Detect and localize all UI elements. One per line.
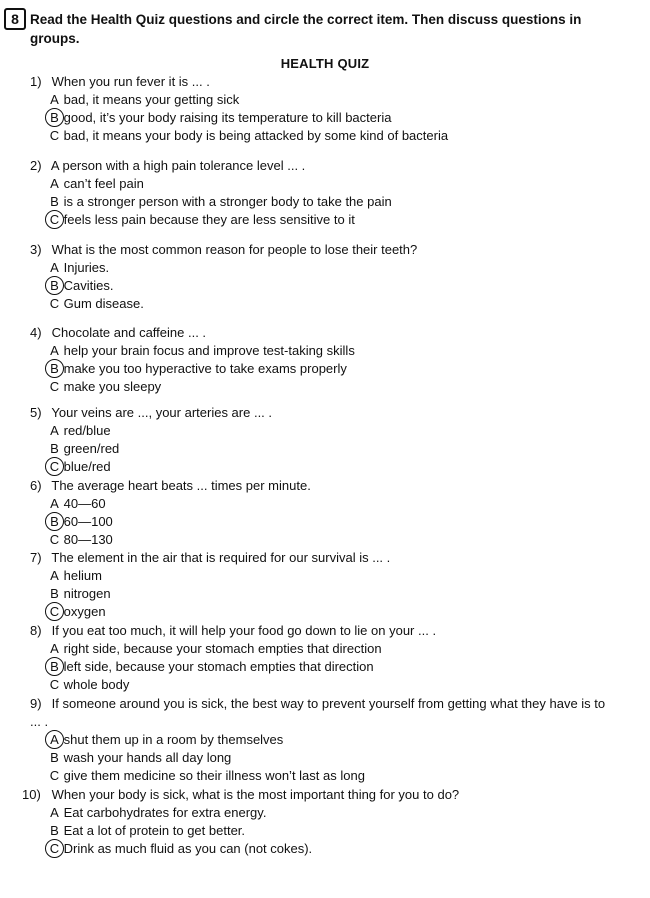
option-text: nitrogen — [63, 586, 111, 601]
option-text: 60—100 — [63, 514, 113, 529]
option-letter: C — [49, 459, 60, 474]
option-text: 40—60 — [63, 496, 106, 511]
option-letter: B — [50, 110, 59, 125]
option-a[interactable] — [49, 259, 619, 277]
option-text: oxygen — [63, 604, 106, 619]
option-text: 80—130 — [63, 532, 113, 547]
option-text: Gum disease. — [63, 296, 144, 311]
option-letter: A — [50, 641, 59, 656]
option-letter: A — [50, 260, 59, 275]
question-prompt: Chocolate and caffeine ... . — [51, 325, 207, 340]
option-letter: B — [50, 361, 59, 376]
option-letter: B — [50, 441, 59, 456]
question-number: 4) — [30, 325, 42, 340]
option-b[interactable] — [49, 440, 619, 458]
option-b[interactable] — [49, 513, 619, 531]
question-number: 6) — [30, 478, 42, 493]
option-b[interactable] — [49, 360, 619, 378]
option-c[interactable] — [49, 676, 619, 694]
question-number: 2) — [30, 158, 42, 173]
option-letter: B — [50, 514, 59, 529]
option-text: Eat a lot of protein to get better. — [63, 823, 246, 838]
option-letter: C — [49, 604, 60, 619]
question-prompt: If someone around you is sick, the best way to prevent yourself from getting what they have is to ... . — [30, 696, 606, 729]
option-letter: A — [50, 732, 59, 747]
option-c[interactable] — [49, 378, 619, 396]
option-letter: C — [49, 841, 60, 856]
option-text: good, it’s your body raising its temperature to kill bacteria — [63, 110, 392, 125]
option-b[interactable] — [49, 277, 619, 295]
option-text: make you too hyperactive to take exams properly — [63, 361, 347, 376]
option-letter: B — [50, 823, 59, 838]
option-text: left side, because your stomach empties that direction — [63, 659, 374, 674]
option-letter: B — [50, 278, 59, 293]
option-letter: A — [50, 423, 59, 438]
question-prompt: The average heart beats ... times per minute. — [51, 478, 311, 493]
question-prompt: The element in the air that is required for our survival is ... . — [51, 550, 391, 565]
option-b[interactable] — [49, 822, 619, 840]
option-c[interactable] — [49, 458, 619, 476]
option-letter: B — [50, 750, 59, 765]
question-prompt: What is the most common reason for people to lose their teeth? — [51, 242, 418, 257]
task-instruction: Read the Health Quiz questions and circle the correct item. Then discuss questions in groups. — [30, 12, 582, 46]
option-b[interactable] — [49, 749, 619, 767]
option-text: blue/red — [63, 459, 111, 474]
question-number: 1) — [30, 74, 42, 89]
option-c[interactable] — [49, 211, 619, 229]
question-number: 9) — [30, 696, 42, 711]
option-c[interactable] — [49, 531, 619, 549]
option-b[interactable] — [49, 585, 619, 603]
option-a[interactable] — [49, 422, 619, 440]
question-text — [30, 477, 620, 495]
option-letter: C — [49, 212, 60, 227]
question-text — [22, 786, 612, 804]
question-text — [30, 241, 620, 259]
option-text: is a stronger person with a stronger body to take the pain — [63, 194, 392, 209]
option-a[interactable] — [49, 804, 619, 822]
option-a[interactable] — [49, 342, 619, 360]
option-letter: C — [49, 768, 60, 783]
option-text: red/blue — [63, 423, 111, 438]
quiz-title: HEALTH QUIZ — [280, 56, 370, 71]
question-text — [30, 549, 620, 567]
option-text: bad, it means your body is being attacked by some kind of bacteria — [63, 128, 449, 143]
option-letter: A — [50, 343, 59, 358]
option-text: Cavities. — [63, 278, 114, 293]
option-text: helium — [63, 568, 102, 583]
question-text — [30, 324, 620, 342]
option-text: green/red — [63, 441, 120, 456]
option-text: right side, because your stomach empties that direction — [63, 641, 382, 656]
question-text — [30, 404, 620, 422]
question-number: 3) — [30, 242, 42, 257]
option-letter: C — [49, 128, 60, 143]
option-text: Injuries. — [63, 260, 110, 275]
option-c[interactable] — [49, 767, 619, 785]
option-letter: C — [49, 677, 60, 692]
question-prompt: When you run fever it is ... . — [51, 74, 210, 89]
question-prompt: If you eat too much, it will help your food go down to lie on your ... . — [51, 623, 437, 638]
option-letter: B — [50, 659, 59, 674]
option-c[interactable] — [49, 603, 619, 621]
option-text: shut them up in a room by themselves — [63, 732, 284, 747]
question-number: 7) — [30, 550, 42, 565]
option-text: feels less pain because they are less sensitive to it — [63, 212, 355, 227]
option-letter: A — [50, 496, 59, 511]
option-text: give them medicine so their illness won’t last as long — [63, 768, 365, 783]
option-a[interactable] — [49, 567, 619, 585]
question-text — [30, 157, 620, 175]
option-letter: C — [49, 532, 60, 547]
option-letter: A — [50, 92, 59, 107]
option-c[interactable] — [49, 127, 619, 145]
question-text — [30, 622, 620, 640]
option-a[interactable] — [49, 91, 619, 109]
question-number: 8) — [30, 623, 42, 638]
option-c[interactable] — [49, 295, 619, 313]
option-letter: B — [50, 194, 59, 209]
option-text: Eat carbohydrates for extra energy. — [63, 805, 267, 820]
question-prompt: Your veins are ..., your arteries are ... . — [51, 405, 273, 420]
option-text: wash your hands all day long — [63, 750, 232, 765]
option-text: bad, it means your getting sick — [63, 92, 240, 107]
option-letter: A — [50, 805, 59, 820]
option-letter: A — [50, 568, 59, 583]
option-letter: B — [50, 586, 59, 601]
question-text — [30, 695, 615, 731]
option-a[interactable] — [49, 175, 619, 193]
question-prompt: When your body is sick, what is the most important thing for you to do? — [51, 787, 460, 802]
option-letter: A — [50, 176, 59, 191]
option-letter: C — [49, 296, 60, 311]
question-number: 10) — [22, 787, 41, 802]
option-text: make you sleepy — [63, 379, 162, 394]
option-c[interactable] — [49, 840, 619, 858]
option-text: Drink as much fluid as you can (not cokes). — [63, 841, 313, 856]
option-text: help your brain focus and improve test-taking skills — [63, 343, 355, 358]
option-a[interactable] — [49, 495, 619, 513]
option-a[interactable] — [49, 731, 619, 749]
option-b[interactable] — [49, 109, 619, 127]
question-text — [30, 73, 620, 91]
question-prompt: A person with a high pain tolerance level ... . — [50, 158, 306, 173]
question-number: 5) — [30, 405, 42, 420]
option-b[interactable] — [49, 193, 619, 211]
option-text: can’t feel pain — [63, 176, 144, 191]
option-letter: C — [49, 379, 60, 394]
option-text: whole body — [63, 677, 130, 692]
task-number-badge: 8 — [4, 8, 26, 30]
option-a[interactable] — [49, 640, 619, 658]
option-b[interactable] — [49, 658, 619, 676]
